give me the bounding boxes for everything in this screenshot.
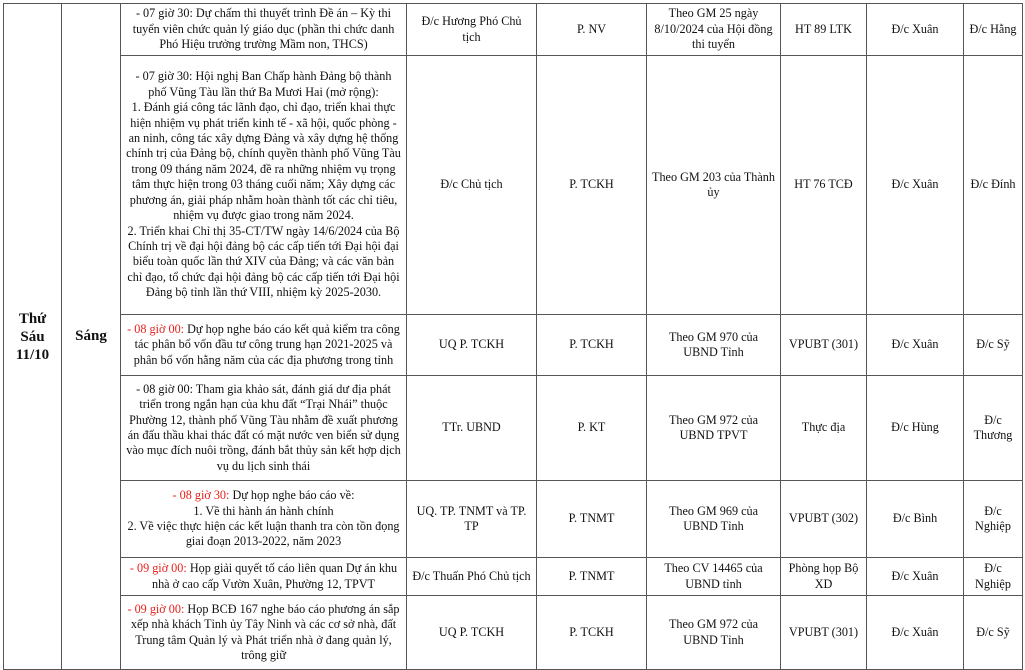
assistant-cell: Đ/c Hằng <box>964 4 1023 56</box>
content-text: Họp BCĐ 167 nghe báo cáo phương án sắp xếp nhà khách Tỉnh ủy Tây Ninh và các cơ sở nhà, đất Trung tâm Quản lý và Phát triển nhà ở đang quản lý, trông giữ <box>130 601 400 662</box>
assistant-cell: Đ/c Sỹ <box>964 315 1023 376</box>
schedule-row <box>4 481 1023 558</box>
schedule-row <box>4 558 1023 596</box>
content-text: Tham gia khảo sát, đánh giá dư địa phát triển trong ngắn hạn của khu đất “Trại Nhái” thuộc Phường 12, thành phố Vũng Tàu nhằm đề xuất phương án đấu thầu khai thác đất có mặt nước ven biển sử dụng vào mục đích nuôi trồng, đánh bắt thủy sản kết hợp dịch vụ du lịch sinh thái <box>126 381 401 473</box>
schedule-row <box>4 376 1023 481</box>
content-text: 2. Triển khai Chỉ thị 35-CT/TW ngày 14/6/2024 của Bộ Chính trị về đại hội đảng bộ các cấp tiến tới Đại hội đại biểu toàn quốc lần thứ XIV của Đảng; và các văn bản chỉ đạo, tổ chức đại hội đảng bộ các cấp tiến tới Đại hội Đảng bộ tỉnh lần thứ VIII, nhiệm kỳ 2025-2030. <box>127 223 400 300</box>
content-paragraph <box>125 100 402 223</box>
driver-cell: Đ/c Xuân <box>867 56 964 315</box>
time-label: - 08 giờ 30: <box>172 488 230 503</box>
content-text: Hội nghị Ban Chấp hành Đảng bộ thành phố Vũng Tàu lần thứ Ba Mươi Hai (mở rộng): <box>148 69 392 99</box>
assistant-cell: Đ/c Đính <box>964 56 1023 315</box>
content-paragraph <box>125 504 402 519</box>
location-cell: Phòng họp Bộ XD <box>781 558 867 596</box>
schedule-row <box>4 56 1023 315</box>
lead-cell: Đ/c Thuấn Phó Chủ tịch <box>407 558 537 596</box>
assistant-cell: Đ/c Sỹ <box>964 596 1023 670</box>
driver-cell: Đ/c Hùng <box>867 376 964 481</box>
content-cell <box>121 56 407 315</box>
content-text: 1. Đánh giá công tác lãnh đạo, chỉ đạo, triển khai thực hiện nhiệm vụ phát triển kinh tế - xã hội, quốc phòng - an ninh, công tác xây dựng Đảng và xây dựng hệ thống chính trị của Đảng bộ, chính quyền thành phố Vũng Tàu trong 09 tháng năm 2024, đề ra những nhiệm vụ trọng tâm thực hiện trong 03 tháng cuối năm; Xây dựng các phương án, giải pháp nhằm hoàn thành tốt các chỉ tiêu, nhiệm vụ được giao trong năm 2024. <box>126 100 401 223</box>
content-cell <box>121 596 407 670</box>
content-cell <box>121 4 407 56</box>
content-text: Dự họp nghe báo cáo kết quả kiểm tra công tác phân bổ vốn đầu tư công trung hạn 2021-2025 và phân bổ vốn hằng năm của các địa phương trong tỉnh <box>133 321 400 367</box>
content-paragraph <box>125 382 402 474</box>
content-paragraph <box>125 519 402 550</box>
content-paragraph <box>125 602 402 664</box>
basis-cell: Theo GM 25 ngày 8/10/2024 của Hội đồng thi tuyển <box>647 4 781 56</box>
content-cell <box>121 558 407 596</box>
time-label: - 09 giờ 00: <box>127 601 185 616</box>
prepare-cell: P. KT <box>537 376 647 481</box>
driver-cell: Đ/c Xuân <box>867 315 964 376</box>
lead-cell: UQ P. TCKH <box>407 596 537 670</box>
driver-cell: Đ/c Bình <box>867 481 964 558</box>
driver-cell: Đ/c Xuân <box>867 558 964 596</box>
lead-cell: UQ P. TCKH <box>407 315 537 376</box>
prepare-cell: P. TNMT <box>537 481 647 558</box>
content-text: Dự họp nghe báo cáo về: <box>229 488 355 503</box>
location-cell: HT 89 LTK <box>781 4 867 56</box>
basis-cell: Theo GM 972 của UBND Tỉnh <box>647 596 781 670</box>
content-paragraph <box>125 6 402 52</box>
assistant-cell: Đ/c Thương <box>964 376 1023 481</box>
day-label-line1: Thứ <box>18 310 47 327</box>
lead-cell: Đ/c Hương Phó Chủ tịch <box>407 4 537 56</box>
time-label: - 07 giờ 30: <box>135 69 193 84</box>
basis-cell: Theo GM 203 của Thành ủy <box>647 56 781 315</box>
location-cell: VPUBT (302) <box>781 481 867 558</box>
assistant-cell: Đ/c Nghiệp <box>964 558 1023 596</box>
content-paragraph <box>125 224 402 301</box>
driver-cell: Đ/c Xuân <box>867 4 964 56</box>
location-cell: Thực địa <box>781 376 867 481</box>
location-cell: VPUBT (301) <box>781 596 867 670</box>
schedule-table <box>3 3 1023 670</box>
time-label: - 08 giờ 00: <box>127 321 185 336</box>
day-label-line2: Sáu <box>20 328 45 345</box>
content-cell <box>121 315 407 376</box>
content-paragraph <box>125 322 402 368</box>
content-text: 1. Về thi hành án hành chính <box>193 503 334 518</box>
basis-cell: Theo GM 970 của UBND Tỉnh <box>647 315 781 376</box>
lead-cell: Đ/c Chủ tịch <box>407 56 537 315</box>
prepare-cell: P. TCKH <box>537 596 647 670</box>
location-cell: HT 76 TCĐ <box>781 56 867 315</box>
prepare-cell: P. TCKH <box>537 56 647 315</box>
lead-cell: TTr. UBND <box>407 376 537 481</box>
content-cell <box>121 481 407 558</box>
content-text: 2. Về việc thực hiện các kết luận thanh tra còn tồn đọng giai đoạn 2013-2022, năm 2023 <box>127 519 400 549</box>
lead-cell: UQ. TP. TNMT và TP. TP <box>407 481 537 558</box>
location-cell: VPUBT (301) <box>781 315 867 376</box>
prepare-cell: P. TNMT <box>537 558 647 596</box>
driver-cell: Đ/c Xuân <box>867 596 964 670</box>
content-paragraph <box>125 69 402 100</box>
session-cell: Sáng <box>62 4 121 670</box>
time-label: - 09 giờ 00: <box>129 561 187 576</box>
day-label-line3: 11/10 <box>15 346 50 363</box>
time-label: - 07 giờ 30: <box>135 6 193 21</box>
schedule-row <box>4 596 1023 670</box>
prepare-cell: P. TCKH <box>537 315 647 376</box>
schedule-row <box>4 4 1023 56</box>
day-cell <box>4 4 62 670</box>
content-text: Họp giải quyết tố cáo liên quan Dự án khu nhà ở cao cấp Vườn Xuân, Phường 12, TPVT <box>151 561 398 591</box>
assistant-cell: Đ/c Nghiệp <box>964 481 1023 558</box>
content-paragraph <box>125 561 402 592</box>
content-cell <box>121 376 407 481</box>
basis-cell: Theo GM 972 của UBND TPVT <box>647 376 781 481</box>
schedule-body <box>4 4 1023 670</box>
content-paragraph <box>125 488 402 503</box>
prepare-cell: P. NV <box>537 4 647 56</box>
schedule-row <box>4 315 1023 376</box>
time-label: - 08 giờ 00: <box>136 381 193 396</box>
content-text: Dự chấm thi thuyết trình Đề án – Kỳ thi tuyển viên chức quản lý giáo dục (phần thi chức danh Phó Hiệu trưởng trường Mầm non, THCS) <box>132 6 395 52</box>
basis-cell: Theo GM 969 của UBND Tỉnh <box>647 481 781 558</box>
basis-cell: Theo CV 14465 của UBND tỉnh <box>647 558 781 596</box>
